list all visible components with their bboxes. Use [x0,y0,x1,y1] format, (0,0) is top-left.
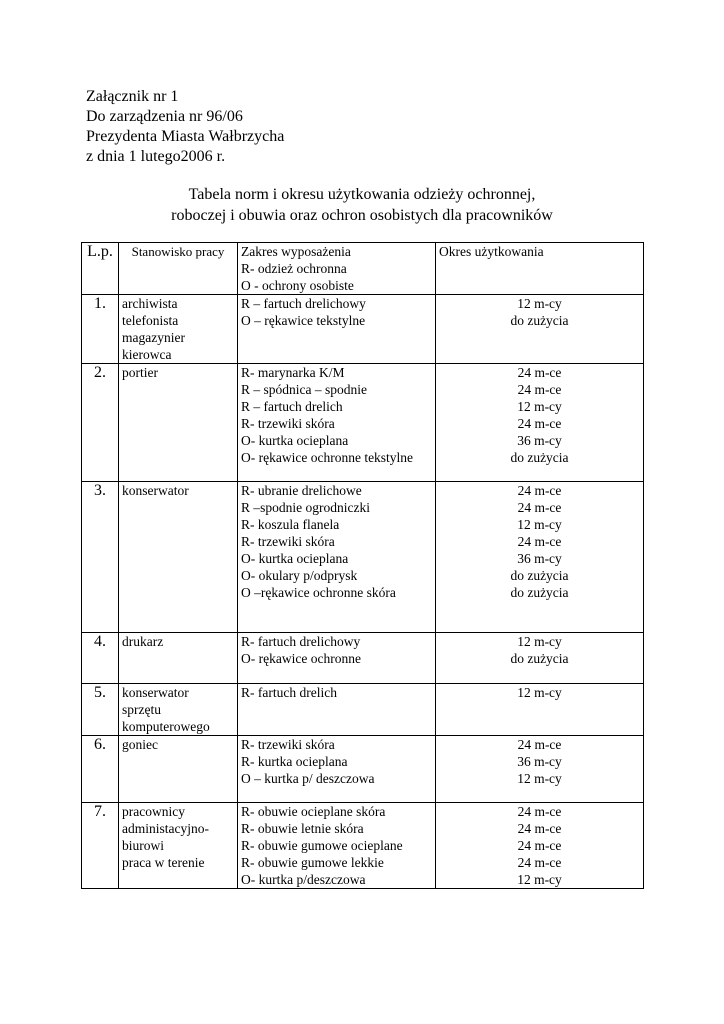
position-line: magazynier [122,330,185,345]
equipment-header-line: Zakres wyposażenia [241,244,351,259]
period-line: 12 m-cy [517,517,562,532]
equipment-cell [238,633,436,684]
equipment-cell [238,736,436,803]
equipment-line: R –spodnie ogrodniczki [241,500,370,515]
period-line: 12 m-cy [517,399,562,414]
period-line: 36 m-cy [517,433,562,448]
position-line: konserwator [122,685,189,700]
period-line: 24 m-ce [517,382,562,397]
row-number: 6. [82,736,119,803]
equipment-header-line: O - ochrony osobiste [241,278,354,293]
table-row [82,364,644,482]
equipment-line: R- fartuch drelichowy [241,634,361,649]
equipment-line: O- okulary p/odprysk [241,568,358,583]
equipment-line: R- trzewiki skóra [241,737,335,752]
position-cell [119,295,238,364]
position-cell [119,364,238,482]
position-cell [119,736,238,803]
table-header-row [82,243,644,295]
equipment-line: R- marynarka K/M [241,365,345,380]
row-number: 1. [82,295,119,364]
equipment-cell [238,482,436,633]
equipment-line: R- kurtka ocieplana [241,754,348,769]
equipment-line: O- kurtka ocieplana [241,433,349,448]
period-line: do zużycia [510,313,569,328]
column-header-position: Stanowisko pracy [119,243,238,295]
header-line-2: Do zarządzenia nr 96/06 [86,108,243,125]
equipment-line: O- kurtka p/deszczowa [241,872,366,887]
row-number: 2. [82,364,119,482]
attachment-header [86,87,284,167]
equipment-line: R- trzewiki skóra [241,534,335,549]
period-cell [436,803,644,889]
position-line: goniec [122,737,158,752]
period-line: 24 m-ce [517,838,562,853]
position-line: praca w terenie [122,855,205,870]
position-cell [119,633,238,684]
title-line-1: Tabela norm i okresu użytkowania odzieży ochronnej, [188,186,536,203]
period-line: 24 m-ce [517,416,562,431]
column-header-equipment [238,243,436,295]
table-row [82,803,644,889]
equipment-line: R- ubranie drelichowe [241,483,362,498]
equipment-line: O- kurtka ocieplana [241,551,349,566]
table-row [82,482,644,633]
period-line: do zużycia [510,568,569,583]
period-line: 12 m-cy [517,634,562,649]
table-row [82,295,644,364]
position-line: telefonista [122,313,179,328]
equipment-line: O – kurtka p/ deszczowa [241,771,375,786]
period-line: 24 m-ce [517,534,562,549]
equipment-line: R- trzewiki skóra [241,416,335,431]
title-line-2: roboczej i obuwia oraz ochron osobistych dla pracowników [171,207,553,224]
row-number: 3. [82,482,119,633]
period-line: 24 m-ce [517,804,562,819]
equipment-line: O –rękawice ochronne skóra [241,585,396,600]
period-line: 24 m-ce [517,500,562,515]
period-cell [436,364,644,482]
column-header-lp: L.p. [82,243,119,295]
period-cell [436,684,644,736]
period-line: 12 m-cy [517,296,562,311]
period-line: 24 m-ce [517,737,562,752]
equipment-line: O- rękawice ochronne [241,651,361,666]
period-line: 36 m-cy [517,754,562,769]
document-title [0,184,724,226]
position-line: pracownicy [122,804,185,819]
table-row [82,736,644,803]
period-line: 24 m-ce [517,855,562,870]
period-line: do zużycia [510,585,569,600]
equipment-line: R- fartuch drelich [241,685,337,700]
period-cell [436,633,644,684]
equipment-line: R- koszula flanela [241,517,340,532]
row-number: 5. [82,684,119,736]
position-line: drukarz [122,634,164,649]
equipment-cell [238,364,436,482]
period-cell [436,295,644,364]
position-line: konserwator [122,483,189,498]
position-cell [119,803,238,889]
column-header-period: Okres użytkowania [436,243,644,295]
equipment-line: O- rękawice ochronne tekstylne [241,450,414,465]
equipment-cell [238,684,436,736]
equipment-cell [238,295,436,364]
period-line: 12 m-cy [517,872,562,887]
equipment-cell [238,803,436,889]
equipment-line: R – fartuch drelichowy [241,296,366,311]
row-number: 7. [82,803,119,889]
position-line: sprzętu [122,702,161,717]
norms-table [81,242,644,889]
position-line: biurowi [122,838,164,853]
period-cell [436,482,644,633]
equipment-line: O – rękawice tekstylne [241,313,366,328]
position-line: komputerowego [122,719,210,734]
position-line: portier [122,365,158,380]
equipment-line: R- obuwie gumowe lekkie [241,855,384,870]
period-line: 36 m-cy [517,551,562,566]
position-line: archiwista [122,296,178,311]
position-line: administacyjno- [122,821,209,836]
period-line: do zużycia [510,651,569,666]
header-line-4: z dnia 1 lutego2006 r. [86,148,226,165]
position-line: kierowca [122,347,172,362]
position-cell [119,684,238,736]
period-line: 12 m-cy [517,771,562,786]
equipment-header-line: R- odzież ochronna [241,261,347,276]
row-number: 4. [82,633,119,684]
period-cell [436,736,644,803]
period-line: 24 m-ce [517,483,562,498]
table-row [82,633,644,684]
table-row [82,684,644,736]
equipment-line: R- obuwie ocieplane skóra [241,804,386,819]
equipment-line: R – spódnica – spodnie [241,382,367,397]
header-line-3: Prezydenta Miasta Wałbrzycha [86,128,285,145]
period-line: 24 m-ce [517,821,562,836]
header-line-1: Załącznik nr 1 [86,88,179,105]
position-cell [119,482,238,633]
period-line: 12 m-cy [517,685,562,700]
equipment-line: R – fartuch drelich [241,399,343,414]
period-line: 24 m-ce [517,365,562,380]
equipment-line: R- obuwie letnie skóra [241,821,364,836]
period-line: do zużycia [510,450,569,465]
equipment-line: R- obuwie gumowe ocieplane [241,838,403,853]
